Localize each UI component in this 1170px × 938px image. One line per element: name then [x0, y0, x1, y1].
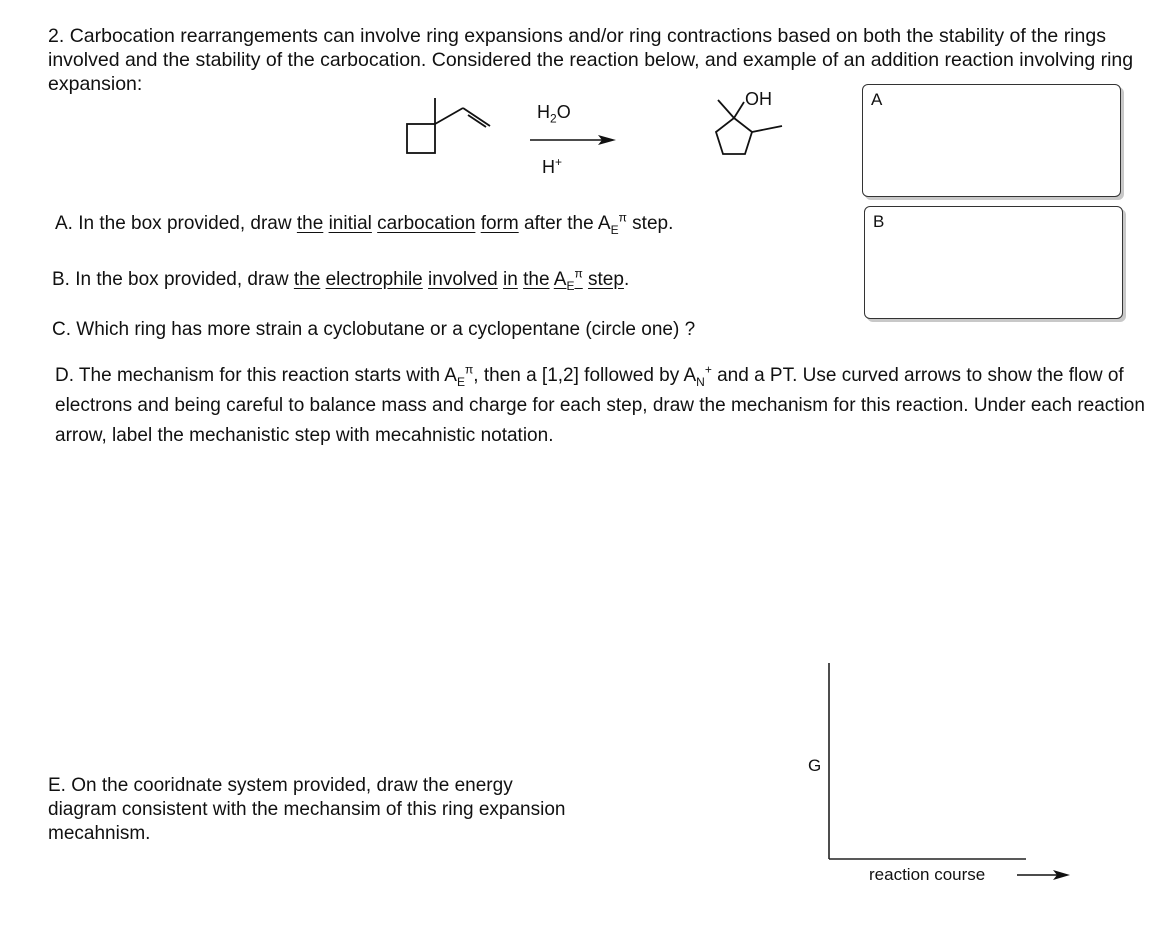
reaction-arrow [528, 133, 618, 147]
question-b-underline-1: the [293, 269, 321, 290]
question-a-underline-3: carbocation [377, 213, 476, 234]
question-a-underline-4: form [480, 213, 519, 234]
question-b-a-main: A [553, 269, 567, 290]
answer-box-a[interactable] [862, 84, 1121, 197]
question-e: E. On the cooridnate system provided, draw the energy diagram consistent with the mechansim of this ring expansion mecahnism. [48, 775, 566, 844]
question-c: C. Which ring has more strain a cyclobutane or a cyclopentane (circle one) ? [52, 319, 696, 340]
question-d-sub-1: E [456, 374, 465, 389]
question-d-sup-2: + [704, 362, 712, 377]
question-a-underline-2: initial [328, 213, 372, 234]
x-axis-label: reaction course [869, 865, 986, 884]
y-axis-label: G [808, 756, 822, 775]
box-b-label: B [873, 212, 885, 231]
question-d-mid: , then a [1,2] followed by A [473, 365, 697, 386]
question-b [52, 265, 629, 295]
question-b-underline-2: electrophile [325, 269, 423, 290]
question-b-prefix: B. In the box provided, draw [52, 269, 294, 290]
question-a-sup: π [618, 210, 627, 225]
answer-box-b[interactable] [864, 206, 1123, 319]
question-b-end: . [623, 269, 630, 290]
question-b-underline-5: the [523, 269, 550, 290]
reagent-acid-h: H [542, 157, 555, 177]
question-d [55, 361, 1150, 451]
reagent-acid-plus: + [555, 155, 563, 169]
question-a-mid: after the A [518, 213, 611, 234]
question-d-rest: and a PT. Use curved arrows to show the flow of electrons and being careful to balance mass and charge for each step, draw the mechanism for this reaction. Under each reaction arrow, label the mechanistic step with mecahnistic notation. [55, 365, 1145, 446]
question-b-a-sup: π [574, 266, 583, 281]
question-a-prefix: A. In the box provided, draw [55, 213, 297, 234]
reagent-water-sub: 2 [550, 111, 557, 126]
question-a-sub: E [610, 222, 619, 237]
reagent-water-o: O [556, 102, 571, 122]
question-a-end: step. [626, 213, 674, 234]
box-a-label: A [871, 90, 883, 109]
question-b-underline-3: involved [428, 269, 498, 290]
question-d-prefix: D. The mechanism for this reaction starts with A [55, 365, 457, 386]
question-number: 2. [48, 25, 65, 47]
question-d-sub-2: N [696, 374, 705, 389]
reactant-structure [400, 86, 500, 166]
reaction-scheme [400, 86, 800, 186]
reagent-water [537, 102, 571, 126]
reagent-water-h: H [537, 102, 550, 122]
energy-diagram-axes[interactable] [820, 655, 1080, 865]
question-b-a-sub: E [566, 278, 575, 293]
question-b-underline-7: step [588, 269, 624, 290]
question-b-underline-6 [553, 266, 583, 293]
product-oh-label: OH [745, 89, 772, 109]
reagent-acid [542, 157, 562, 178]
question-b-underline-4: in [503, 269, 518, 290]
question-a-underline-1: the [296, 213, 324, 234]
question-a [55, 209, 673, 239]
question-d-sup-1: π [464, 362, 474, 377]
x-axis-arrow [1016, 868, 1072, 882]
intro-text: Carbocation rearrangements can involve ring expansions and/or ring contractions based on both the stability of the rings involved and the stability of the carbocation. Considered the reaction below, and example of an addition reaction involving ring expansion: [48, 25, 1134, 95]
